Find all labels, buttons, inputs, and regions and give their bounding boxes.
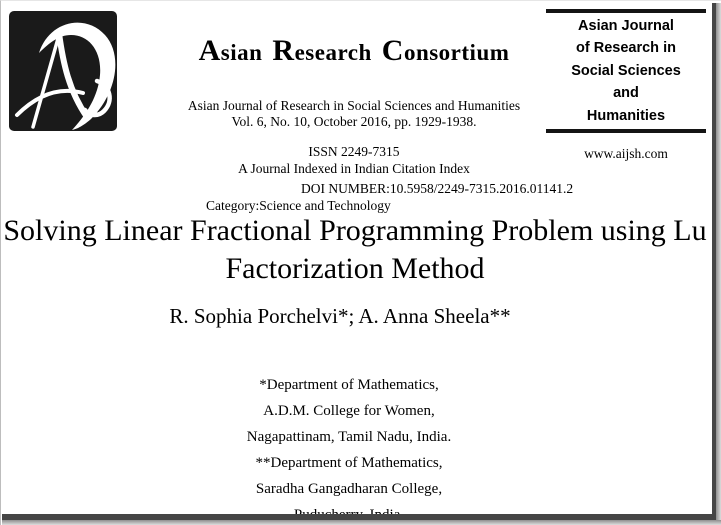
sidebar-journal-name-line: and bbox=[613, 85, 639, 102]
consortium-word-cap: C bbox=[381, 34, 404, 67]
category-line: Category:Science and Technology bbox=[206, 198, 391, 213]
affiliation-line: A.D.M. College for Women, bbox=[263, 403, 435, 419]
article-title-line2: Factorization Method bbox=[225, 252, 485, 285]
consortium-word bbox=[199, 34, 263, 68]
journal-name-line: Asian Journal of Research in Social Sciences and Humanities bbox=[187, 98, 521, 113]
affiliation-line: Saradha Gangadharan College, bbox=[255, 481, 443, 497]
article-title-line1: Solving Linear Fractional Programming Problem using Lu bbox=[3, 214, 707, 247]
doi-line: DOI NUMBER:10.5958/2249-7315.2016.01141.2 bbox=[301, 181, 574, 196]
sidebar-journal-name-line: Asian Journal bbox=[578, 18, 674, 34]
issn-line: ISSN 2249-7315 bbox=[308, 144, 400, 159]
sidebar-journal-name-line: Social Sciences bbox=[571, 62, 681, 79]
affiliation-line: *Department of Mathematics, bbox=[259, 377, 439, 393]
consortium-word-rest: esearch bbox=[294, 40, 372, 65]
consortium-word-cap: A bbox=[198, 34, 221, 67]
sidebar-journal-name-line: of Research in bbox=[576, 40, 676, 57]
article-title bbox=[1, 212, 709, 288]
sidebar-journal-name-line: Humanities bbox=[586, 107, 666, 124]
consortium-word bbox=[382, 34, 510, 68]
frame-shadow-right-fade bbox=[716, 3, 721, 520]
authors-line: R. Sophia Porchelvi*; A. Anna Sheela** bbox=[169, 304, 511, 328]
consortium-word-rest: sian bbox=[220, 40, 263, 65]
affiliation-line: **Department of Mathematics, bbox=[255, 455, 443, 471]
sidebar-journal-name bbox=[546, 13, 706, 129]
affiliation-line: Nagapattinam, Tamil Nadu, India. bbox=[246, 429, 452, 445]
consortium-word-cap: R bbox=[272, 34, 295, 67]
journal-website-link: www.aijsh.com bbox=[584, 146, 668, 162]
sidebar-bottom-rule bbox=[546, 129, 706, 133]
journal-sidebar bbox=[546, 9, 706, 162]
consortium-word bbox=[272, 34, 371, 68]
consortium-word-rest: onsortium bbox=[403, 40, 510, 65]
volume-line: Vol. 6, No. 10, October 2016, pp. 1929-1938. bbox=[231, 113, 477, 129]
affiliations-block bbox=[1, 372, 697, 525]
indexed-line: A Journal Indexed in Indian Citation Index bbox=[238, 161, 470, 176]
frame-shadow-bottom-fade bbox=[2, 520, 721, 525]
